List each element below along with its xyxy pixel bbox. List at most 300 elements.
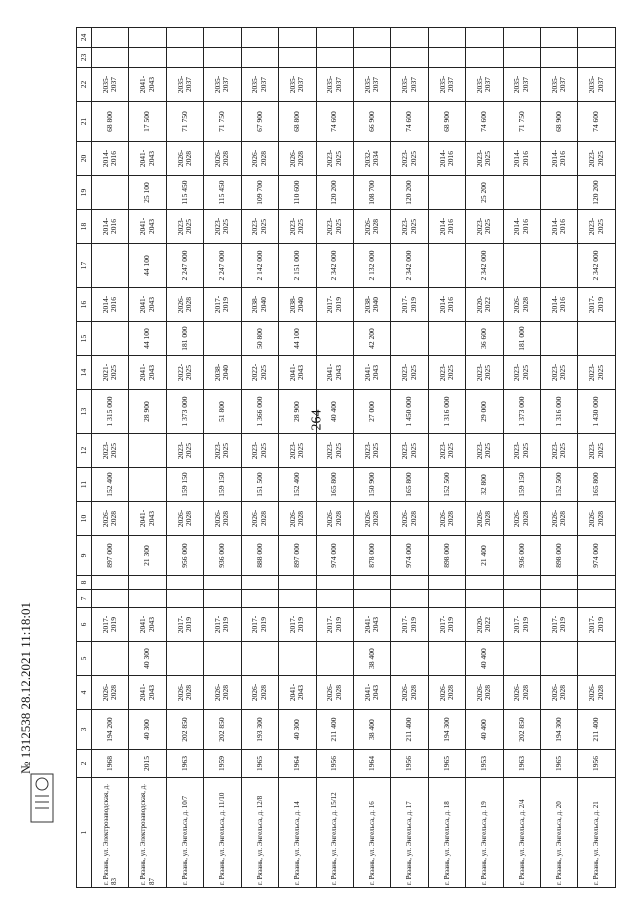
- table-cell: 120 200: [391, 176, 428, 210]
- table-cell: 120 200: [316, 176, 353, 210]
- table-cell: [578, 576, 616, 590]
- table-cell: 2026-2028: [241, 142, 278, 176]
- table-cell: 2 342 000: [578, 244, 616, 288]
- table-cell: 115 450: [166, 176, 203, 210]
- table-cell: 2041-2043: [279, 676, 316, 710]
- table-cell: 40 400: [466, 710, 503, 750]
- table-cell: 2026-2028: [166, 502, 203, 536]
- table-cell: [316, 642, 353, 676]
- table-cell: 2023-2025: [578, 434, 616, 468]
- table-cell: 2023-2025: [578, 142, 616, 176]
- table-cell: 2038-2040: [241, 288, 278, 322]
- table-cell: 2014-2016: [541, 210, 578, 244]
- table-cell: 71 750: [166, 102, 203, 142]
- column-header: 4: [77, 676, 92, 710]
- table-cell: [541, 176, 578, 210]
- table-cell: 2023-2025: [204, 434, 241, 468]
- column-header: 3: [77, 710, 92, 750]
- table-cell: 2023-2025: [316, 434, 353, 468]
- page-number: 264: [309, 409, 325, 431]
- table-cell: [92, 244, 129, 288]
- table-cell: 1964: [279, 750, 316, 778]
- table-cell: 115 450: [204, 176, 241, 210]
- table-cell: 32 800: [466, 468, 503, 502]
- table-cell: [391, 322, 428, 356]
- table-cell: [92, 322, 129, 356]
- table-cell: 2035-2037: [279, 68, 316, 102]
- table-cell: 152 500: [541, 468, 578, 502]
- table-cell: [166, 48, 203, 68]
- column-header: 12: [77, 434, 92, 468]
- table-cell: 38 400: [353, 642, 390, 676]
- table-cell: 2026-2028: [316, 502, 353, 536]
- table-cell: 898 000: [428, 536, 465, 576]
- table-cell: 2026-2028: [241, 676, 278, 710]
- table-row: [129, 28, 166, 888]
- column-header: 21: [77, 102, 92, 142]
- column-header: 23: [77, 48, 92, 68]
- table-cell: 2026-2028: [279, 502, 316, 536]
- table-cell: 2023-2025: [316, 142, 353, 176]
- table-cell: [503, 590, 540, 608]
- table-cell: [129, 468, 166, 502]
- address-cell: г. Рязань, ул. Электрозаводская, д. 87: [129, 778, 166, 888]
- table-cell: 2026-2028: [353, 502, 390, 536]
- column-header: 7: [77, 590, 92, 608]
- table-cell: 2026-2028: [578, 502, 616, 536]
- table-cell: [279, 28, 316, 48]
- table-cell: [578, 48, 616, 68]
- table-cell: 150 900: [353, 468, 390, 502]
- table-cell: [204, 28, 241, 48]
- table-cell: [204, 642, 241, 676]
- table-cell: 27 000: [353, 390, 390, 434]
- table-cell: 2 247 000: [204, 244, 241, 288]
- table-cell: 2014-2016: [92, 288, 129, 322]
- table-cell: 17 500: [129, 102, 166, 142]
- table-cell: 51 800: [204, 390, 241, 434]
- table-cell: 2023-2025: [503, 434, 540, 468]
- table-cell: 202 850: [503, 710, 540, 750]
- table-cell: 2022-2025: [166, 356, 203, 390]
- table-cell: 71 750: [204, 102, 241, 142]
- table-cell: [541, 48, 578, 68]
- table-cell: [279, 48, 316, 68]
- table-cell: 108 700: [353, 176, 390, 210]
- table-row: [166, 28, 203, 888]
- table-cell: 194 200: [92, 710, 129, 750]
- table-row: [466, 28, 503, 888]
- table-cell: 2026-2028: [92, 676, 129, 710]
- table-cell: 2017-2019: [92, 608, 129, 642]
- column-header: 18: [77, 210, 92, 244]
- table-cell: 2041-2043: [316, 356, 353, 390]
- table-cell: 120 200: [578, 176, 616, 210]
- table-cell: 67 900: [241, 102, 278, 142]
- table-cell: 2035-2037: [391, 68, 428, 102]
- table-cell: 1963: [166, 750, 203, 778]
- address-cell: г. Рязань, ул. Энгельса, д. 18: [428, 778, 465, 888]
- table-cell: [241, 590, 278, 608]
- table-cell: 2026-2028: [241, 502, 278, 536]
- table-cell: 2017-2019: [391, 608, 428, 642]
- table-cell: 974 000: [578, 536, 616, 576]
- column-header: 1: [77, 778, 92, 888]
- table-row: [241, 28, 278, 888]
- table-cell: [279, 642, 316, 676]
- table-cell: [92, 642, 129, 676]
- table-cell: 2026-2028: [578, 676, 616, 710]
- table-cell: 974 000: [391, 536, 428, 576]
- table-cell: 74 600: [391, 102, 428, 142]
- table-cell: 165 800: [316, 468, 353, 502]
- address-cell: г. Рязань, ул. Энгельса, д. 19: [466, 778, 503, 888]
- table-row: [353, 28, 390, 888]
- table-cell: 2041-2043: [129, 142, 166, 176]
- table-cell: 2017-2019: [578, 608, 616, 642]
- table-cell: [279, 576, 316, 590]
- table-cell: 40 300: [129, 642, 166, 676]
- table-cell: 2023-2025: [466, 210, 503, 244]
- table-cell: 2035-2037: [353, 68, 390, 102]
- table-cell: 2038-2040: [353, 288, 390, 322]
- table-cell: 2017-2019: [316, 288, 353, 322]
- table-cell: 2026-2028: [503, 288, 540, 322]
- table-cell: 151 500: [241, 468, 278, 502]
- document-number: № 1312538 28.12.2021 11:18:01: [17, 602, 33, 774]
- table-cell: 2035-2037: [316, 68, 353, 102]
- table-cell: 2035-2037: [428, 68, 465, 102]
- table-cell: [204, 576, 241, 590]
- table-cell: [92, 176, 129, 210]
- table-cell: 194 300: [428, 710, 465, 750]
- table-cell: 68 900: [428, 102, 465, 142]
- table-cell: 2041-2043: [129, 608, 166, 642]
- table-cell: 2017-2019: [316, 608, 353, 642]
- column-header: 14: [77, 356, 92, 390]
- table-cell: 2041-2043: [353, 608, 390, 642]
- table-cell: 2023-2025: [391, 142, 428, 176]
- table-cell: 2035-2037: [466, 68, 503, 102]
- table-cell: 2035-2037: [578, 68, 616, 102]
- table-cell: 44 100: [279, 322, 316, 356]
- table-cell: 152 400: [92, 468, 129, 502]
- table-cell: 2023-2025: [204, 210, 241, 244]
- table-cell: 74 600: [466, 102, 503, 142]
- table-cell: 181 000: [503, 322, 540, 356]
- table-cell: 1 366 000: [241, 390, 278, 434]
- table-cell: 109 700: [241, 176, 278, 210]
- table-cell: 2026-2028: [428, 502, 465, 536]
- table-cell: 2023-2025: [316, 210, 353, 244]
- table-cell: 66 900: [353, 102, 390, 142]
- table-cell: 2023-2025: [353, 434, 390, 468]
- stamp-icon: [25, 770, 61, 826]
- table-row: [428, 28, 465, 888]
- address-cell: г. Рязань, ул. Энгельса, д. 2/4: [503, 778, 540, 888]
- table-cell: 152 400: [279, 468, 316, 502]
- table-cell: 44 100: [129, 244, 166, 288]
- table-cell: [391, 576, 428, 590]
- address-cell: г. Рязань, ул. Энгельса, д. 12/8: [241, 778, 278, 888]
- table-cell: [503, 28, 540, 48]
- table-cell: 193 300: [241, 710, 278, 750]
- table-cell: 1 450 000: [391, 390, 428, 434]
- table-cell: 211 400: [391, 710, 428, 750]
- table-cell: 1 373 000: [503, 390, 540, 434]
- table-body: [92, 28, 616, 888]
- table-cell: 1968: [92, 750, 129, 778]
- table-cell: 2041-2043: [129, 502, 166, 536]
- table-cell: 42 200: [353, 322, 390, 356]
- table-cell: 2035-2037: [204, 68, 241, 102]
- table-cell: 2023-2025: [541, 434, 578, 468]
- column-header: 15: [77, 322, 92, 356]
- table-cell: 2021-2025: [92, 356, 129, 390]
- table-cell: 159 150: [503, 468, 540, 502]
- table-cell: 2020-2022: [466, 288, 503, 322]
- table-cell: 1 315 000: [92, 390, 129, 434]
- table-cell: 878 000: [353, 536, 390, 576]
- table-cell: 2023-2025: [391, 210, 428, 244]
- address-cell: г. Рязань, ул. Энгельса, д. 10/7: [166, 778, 203, 888]
- column-header: 20: [77, 142, 92, 176]
- table-cell: [316, 576, 353, 590]
- table-cell: 40 400: [316, 390, 353, 434]
- table-cell: [92, 576, 129, 590]
- table-cell: 21 300: [129, 536, 166, 576]
- table-cell: 2023-2025: [166, 210, 203, 244]
- table-cell: [353, 28, 390, 48]
- table-cell: 2038-2040: [204, 356, 241, 390]
- address-cell: г. Рязань, ул. Энгельса, д. 17: [391, 778, 428, 888]
- table-cell: 202 850: [204, 710, 241, 750]
- column-header: 22: [77, 68, 92, 102]
- table-cell: [503, 48, 540, 68]
- table-cell: [541, 28, 578, 48]
- table-cell: 2023-2025: [578, 356, 616, 390]
- table-cell: 1959: [204, 750, 241, 778]
- table-cell: 2041-2043: [353, 676, 390, 710]
- table-cell: [428, 642, 465, 676]
- table-cell: [241, 28, 278, 48]
- table-cell: 1 373 000: [166, 390, 203, 434]
- table-cell: 2026-2028: [204, 502, 241, 536]
- table-cell: [166, 576, 203, 590]
- table-cell: [204, 590, 241, 608]
- table-cell: [578, 28, 616, 48]
- table-cell: 2014-2016: [503, 210, 540, 244]
- address-cell: г. Рязань, ул. Энгельса, д. 15/12: [316, 778, 353, 888]
- table-cell: 2017-2019: [204, 288, 241, 322]
- table-cell: 194 300: [541, 710, 578, 750]
- table-cell: 2035-2037: [241, 68, 278, 102]
- table-cell: [204, 322, 241, 356]
- table-cell: 2023-2025: [279, 210, 316, 244]
- table-cell: 2041-2043: [279, 356, 316, 390]
- table-cell: [391, 48, 428, 68]
- table-cell: 2 132 000: [353, 244, 390, 288]
- table-cell: [129, 28, 166, 48]
- table-cell: 2026-2028: [466, 502, 503, 536]
- column-header: 9: [77, 536, 92, 576]
- table-cell: 202 850: [166, 710, 203, 750]
- table-cell: 2023-2025: [578, 210, 616, 244]
- table-cell: [166, 28, 203, 48]
- table-cell: 165 800: [391, 468, 428, 502]
- table-cell: 2026-2028: [428, 676, 465, 710]
- table-cell: 211 400: [316, 710, 353, 750]
- table-cell: [353, 48, 390, 68]
- table-row: [578, 28, 616, 888]
- table-cell: 2 342 000: [466, 244, 503, 288]
- data-table: [76, 27, 616, 888]
- table-cell: [129, 576, 166, 590]
- table-cell: [503, 642, 540, 676]
- column-header: 19: [77, 176, 92, 210]
- table-cell: [92, 590, 129, 608]
- column-header: 8: [77, 576, 92, 590]
- table-cell: [503, 244, 540, 288]
- table-cell: 38 400: [353, 710, 390, 750]
- table-cell: 2023-2025: [428, 356, 465, 390]
- table-cell: 2020-2022: [466, 608, 503, 642]
- table-cell: 1 430 000: [578, 390, 616, 434]
- table-cell: [541, 322, 578, 356]
- table-cell: 2026-2028: [166, 142, 203, 176]
- table-cell: 2026-2028: [466, 676, 503, 710]
- table-cell: 40 300: [279, 710, 316, 750]
- table-cell: 1965: [241, 750, 278, 778]
- table-cell: 2014-2016: [428, 210, 465, 244]
- table-cell: 974 000: [316, 536, 353, 576]
- table-cell: 2 151 000: [279, 244, 316, 288]
- table-cell: 2026-2028: [353, 210, 390, 244]
- table-cell: 2026-2028: [92, 502, 129, 536]
- table-cell: [166, 590, 203, 608]
- table-cell: 2015: [129, 750, 166, 778]
- table-cell: 936 000: [503, 536, 540, 576]
- table-cell: 152 500: [428, 468, 465, 502]
- table-cell: [541, 244, 578, 288]
- table-cell: 2014-2016: [503, 142, 540, 176]
- column-header: 17: [77, 244, 92, 288]
- table-cell: 2041-2043: [129, 676, 166, 710]
- column-header: 6: [77, 608, 92, 642]
- table-cell: [466, 590, 503, 608]
- header-row: [77, 28, 92, 888]
- table-cell: 2017-2019: [241, 608, 278, 642]
- table-cell: 2 142 000: [241, 244, 278, 288]
- table-cell: 936 000: [204, 536, 241, 576]
- table-cell: 1965: [428, 750, 465, 778]
- table-cell: [353, 590, 390, 608]
- table-cell: 25 100: [129, 176, 166, 210]
- column-header: 24: [77, 28, 92, 48]
- table-cell: 2023-2025: [92, 434, 129, 468]
- table-cell: [466, 28, 503, 48]
- table-cell: 897 000: [279, 536, 316, 576]
- table-cell: 2017-2019: [541, 608, 578, 642]
- table-cell: [279, 590, 316, 608]
- table-cell: 2038-2040: [279, 288, 316, 322]
- table-cell: [541, 576, 578, 590]
- table-cell: [391, 590, 428, 608]
- table-cell: [428, 176, 465, 210]
- column-header: 16: [77, 288, 92, 322]
- table-cell: [129, 48, 166, 68]
- table-cell: [391, 642, 428, 676]
- table-cell: [578, 322, 616, 356]
- table-cell: 2014-2016: [541, 142, 578, 176]
- table-cell: 1 316 000: [428, 390, 465, 434]
- table-cell: 2023-2025: [166, 434, 203, 468]
- table-cell: 2026-2028: [316, 676, 353, 710]
- table-cell: 181 000: [166, 322, 203, 356]
- table-cell: [316, 322, 353, 356]
- column-header: 13: [77, 390, 92, 434]
- address-cell: г. Рязань, ул. Электрозаводская, д. 83: [92, 778, 129, 888]
- table-cell: 2026-2028: [391, 676, 428, 710]
- table-cell: 2026-2028: [204, 142, 241, 176]
- table-cell: 2023-2025: [541, 356, 578, 390]
- table-cell: 110 600: [279, 176, 316, 210]
- address-cell: г. Рязань, ул. Энгельса, д. 16: [353, 778, 390, 888]
- column-header: 11: [77, 468, 92, 502]
- table-cell: 2041-2043: [129, 356, 166, 390]
- table-cell: 68 800: [92, 102, 129, 142]
- table-cell: 40 300: [129, 710, 166, 750]
- table-cell: [541, 590, 578, 608]
- table-cell: 2023-2025: [503, 356, 540, 390]
- table-row: [279, 28, 316, 888]
- table-cell: 40 400: [466, 642, 503, 676]
- table-cell: 2041-2043: [129, 68, 166, 102]
- table-cell: 2014-2016: [92, 210, 129, 244]
- table-cell: 2026-2028: [391, 502, 428, 536]
- table-cell: 159 150: [166, 468, 203, 502]
- table-cell: 29 000: [466, 390, 503, 434]
- table-cell: 21 400: [466, 536, 503, 576]
- column-header: 2: [77, 750, 92, 778]
- table-cell: [503, 576, 540, 590]
- table-cell: 74 600: [578, 102, 616, 142]
- table-cell: 50 800: [241, 322, 278, 356]
- table-cell: 2035-2037: [166, 68, 203, 102]
- table-cell: [428, 590, 465, 608]
- table-cell: [428, 322, 465, 356]
- table-cell: 2023-2025: [241, 210, 278, 244]
- table-cell: [241, 642, 278, 676]
- table-cell: 1964: [353, 750, 390, 778]
- table-cell: 1963: [503, 750, 540, 778]
- column-header: 5: [77, 642, 92, 676]
- table-cell: 2014-2016: [428, 288, 465, 322]
- table-cell: 2026-2028: [503, 502, 540, 536]
- address-cell: г. Рязань, ул. Энгельса, д. 21: [578, 778, 616, 888]
- table-cell: 897 000: [92, 536, 129, 576]
- table-cell: [353, 576, 390, 590]
- table-cell: [166, 642, 203, 676]
- table-cell: 2041-2043: [353, 356, 390, 390]
- table-cell: [466, 48, 503, 68]
- table-cell: 2026-2028: [279, 142, 316, 176]
- table-cell: [541, 642, 578, 676]
- table-cell: 2023-2025: [391, 356, 428, 390]
- table-cell: 2023-2025: [391, 434, 428, 468]
- table-cell: [316, 590, 353, 608]
- table-cell: 74 600: [316, 102, 353, 142]
